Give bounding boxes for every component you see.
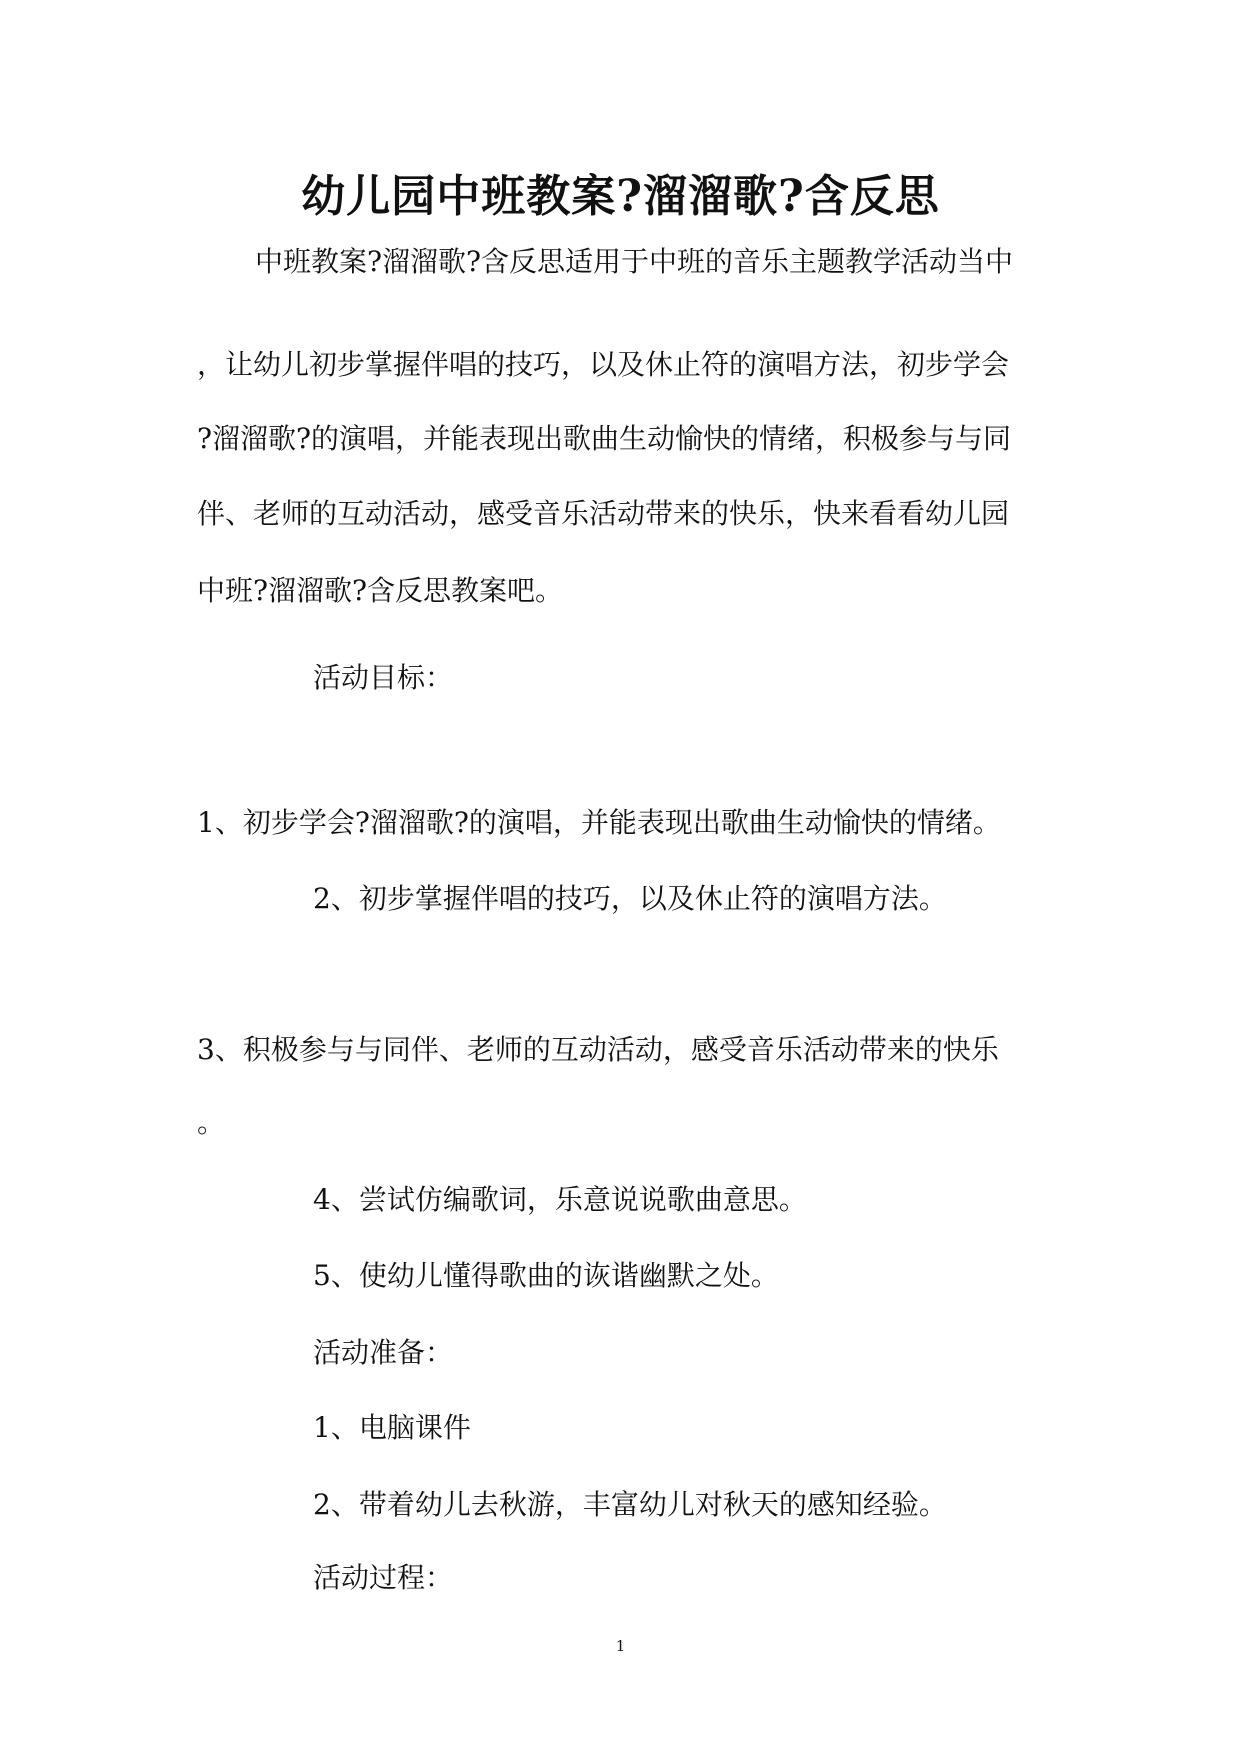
goal-item-3-continuation: 。 [197,1106,226,1139]
intro-line-2: ，让幼儿初步掌握伴唱的技巧，以及休止符的演唱方法，初步学会 [197,348,1010,381]
prep-item-2: 2、带着幼儿去秋游，丰富幼儿对秋天的感知经验。 [313,1488,947,1521]
goal-item-4: 4、尝试仿编歌词，乐意说说歌曲意思。 [313,1183,807,1216]
prep-item-1: 1、电脑课件 [313,1411,471,1444]
page-number: 1 [615,1637,626,1655]
intro-line-1: 中班教案?溜溜歌?含反思适用于中班的音乐主题教学活动当中 [255,245,1014,278]
intro-line-3: ?溜溜歌?的演唱，并能表现出歌曲生动愉快的情绪，积极参与与同 [197,422,1012,455]
process-heading: 活动过程： [313,1561,454,1594]
goal-item-5: 5、使幼儿懂得歌曲的诙谐幽默之处。 [313,1259,779,1292]
goal-item-2: 2、初步掌握伴唱的技巧，以及休止符的演唱方法。 [313,882,947,915]
goals-heading: 活动目标： [313,661,454,694]
goal-item-1: 1、初步学会?溜溜歌?的演唱，并能表现出歌曲生动愉快的情绪。 [197,806,1001,839]
prep-heading: 活动准备： [313,1336,454,1369]
intro-line-5: 中班?溜溜歌?含反思教案吧。 [197,574,564,607]
goal-item-3: 3、积极参与与同伴、老师的互动活动，感受音乐活动带来的快乐 [197,1033,999,1066]
intro-line-4: 伴、老师的互动活动，感受音乐活动带来的快乐，快来看看幼儿园 [197,497,1010,530]
document-title: 幼儿园中班教案?溜溜歌?含反思 [301,171,940,222]
